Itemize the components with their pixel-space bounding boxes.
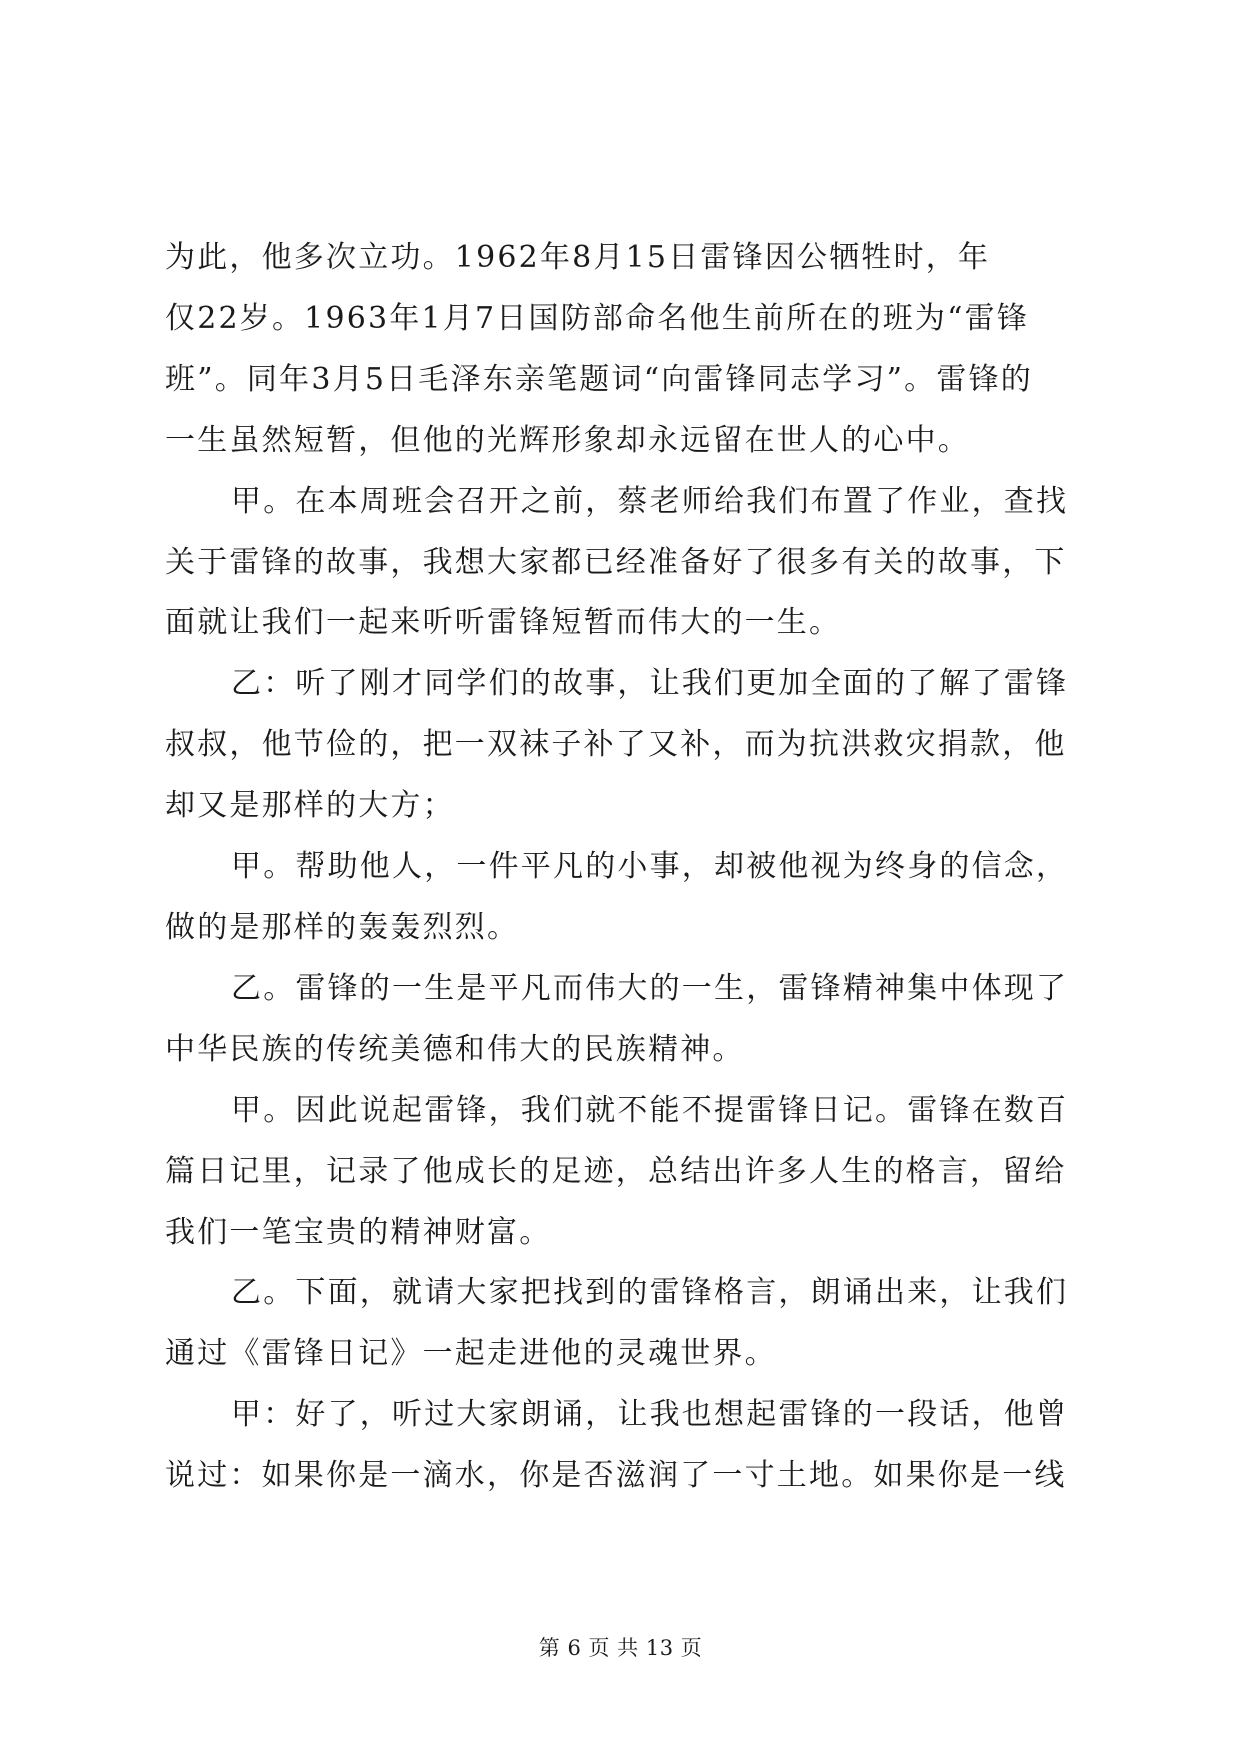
paragraph: [165, 1081, 1080, 1264]
text-line: 甲。在本周班会召开之前，蔡老师给我们布置了作业，查找: [231, 483, 1069, 519]
text-line: 却又是那样的大方；: [165, 788, 455, 824]
text-line: 面就让我们一起来听听雷锋短暂而伟大的一生。: [165, 605, 842, 641]
paragraph: [165, 654, 1080, 837]
text-line: 甲。因此说起雷锋，我们就不能不提雷锋日记。雷锋在数百: [231, 1092, 1069, 1128]
text-line: 中华民族的传统美德和伟大的民族精神。: [165, 1031, 745, 1067]
text-line: 乙。雷锋的一生是平凡而伟大的一生，雷锋精神集中体现了: [231, 970, 1069, 1006]
text-line: 做的是那样的轰轰烈烈。: [165, 909, 520, 945]
text-line: 说过：如果你是一滴水，你是否滋润了一寸土地。如果你是一线: [165, 1458, 1067, 1494]
paragraph: [165, 228, 1080, 472]
text-line: 关于雷锋的故事，我想大家都已经准备好了很多有关的故事，下: [165, 544, 1067, 580]
text-line: 乙：听了刚才同学们的故事，让我们更加全面的了解了雷锋: [231, 666, 1069, 702]
text-line: 我们一笔宝贵的精神财富。: [165, 1214, 552, 1250]
text-line: 甲。帮助他人，一件平凡的小事，却被他视为终身的信念，: [231, 849, 1069, 885]
text-line: 叔叔，他节俭的，把一双袜子补了又补，而为抗洪救灾捐款，他: [165, 727, 1067, 763]
text-line: 篇日记里，记录了他成长的足迹，总结出许多人生的格言，留给: [165, 1153, 1067, 1189]
text-line: 乙。下面，就请大家把找到的雷锋格言，朗诵出来，让我们: [231, 1275, 1069, 1311]
page-number-footer: 第 6 页 共 13 页: [538, 1636, 703, 1660]
paragraph: [165, 1263, 1080, 1385]
text-line: 班”。同年3月5日毛泽东亲笔题词“向雷锋同志学习”。雷锋的: [165, 361, 1033, 397]
text-line: 为此，他多次立功。1962年8月15日雷锋因公牺牲时，年: [165, 240, 991, 275]
paragraph: [165, 1385, 1080, 1507]
document-body: [165, 228, 1080, 1507]
paragraph: [165, 837, 1080, 959]
paragraph: [165, 959, 1080, 1081]
text-line: 一生虽然短暂，但他的光辉形象却永远留在世人的心中。: [165, 422, 970, 458]
text-line: 甲：好了，听过大家朗诵，让我也想起雷锋的一段话，他曾: [231, 1397, 1069, 1433]
paragraph: [165, 472, 1080, 655]
text-line: 仅22岁。1963年1月7日国防部命名他生前所在的班为“雷锋: [165, 300, 1030, 336]
text-line: 通过《雷锋日记》一起走进他的灵魂世界。: [165, 1336, 777, 1372]
